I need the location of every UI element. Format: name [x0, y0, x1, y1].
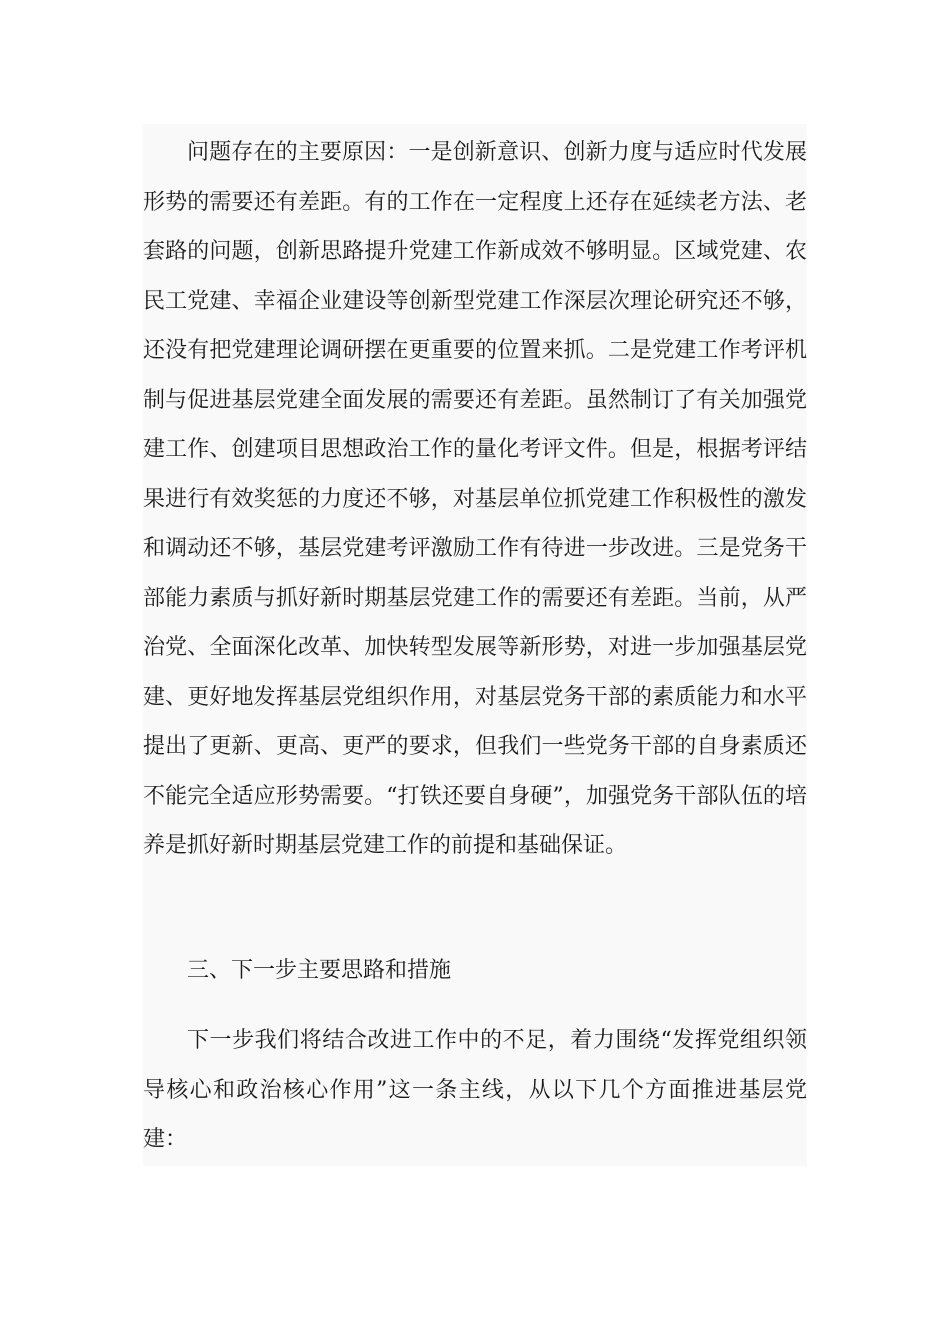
document-body	[143, 124, 807, 1166]
paragraph-causes: 问题存在的主要原因：一是创新意识、创新力度与适应时代发展形势的需要还有差距。有的工作在一定程度上还存在延续老方法、老套路的问题，创新思路提升党建工作新成效不够明显。区域党建、农民工党建、幸福企业建设等创新型党建工作深层次理论研究还不够，还没有把党建理论调研摆在更重要的位置来抓。二是党建工作考评机制与促进基层党建全面发展的需要还有差距。虽然制订了有关加强党建工作、创建项目思想政治工作的量化考评文件。但是，根据考评结果进行有效奖惩的力度还不够，对基层单位抓党建工作积极性的激发和调动还不够，基层党建考评激励工作有待进一步改进。三是党务干部能力素质与抓好新时期基层党建工作的需要还有差距。当前，从严治党、全面深化改革、加快转型发展等新形势，对进一步加强基层党建、更好地发挥基层党组织作用，对基层党务干部的素质能力和水平提出了更新、更高、更严的要求，但我们一些党务干部的自身素质还不能完全适应形势需要。“打铁还要自身硬”，加强党务干部队伍的培养是抓好新时期基层党建工作的前提和基础保证。	[143, 140, 807, 858]
paragraph-next-steps: 下一步我们将结合改进工作中的不足，着力围绕“发挥党组织领导核心和政治核心作用”这一条主线，从以下几个方面推进基层党建：	[143, 1028, 807, 1152]
section-heading-next-steps: 三、下一步主要思路和措施	[187, 958, 452, 983]
